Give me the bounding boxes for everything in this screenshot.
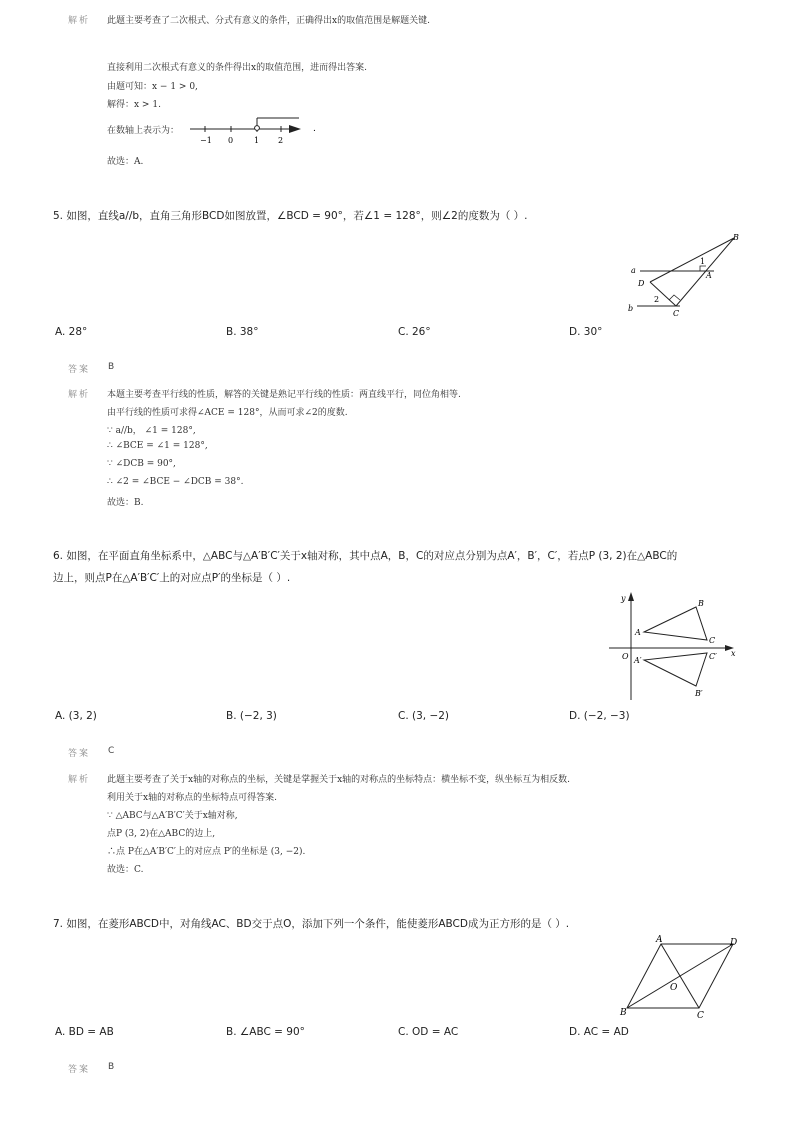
- open-circle-marker: [255, 126, 260, 131]
- figure-label: A: [706, 271, 712, 280]
- tick-label: −1: [200, 136, 212, 145]
- analysis-label: 解析: [68, 775, 91, 785]
- figure-label: a: [631, 266, 636, 275]
- option-d[interactable]: D. AC = AD: [569, 1026, 629, 1038]
- tick-label: 1: [254, 136, 260, 145]
- answer-value: C: [108, 746, 115, 756]
- solution-line: 故选：B.: [107, 498, 144, 508]
- figure-label: x: [731, 649, 736, 658]
- answer-value: B: [108, 362, 115, 372]
- question-5-stem: 5. 如图，直线a//b，直角三角形BCD如图放置，∠BCD = 90°，若∠1 = 128°，则∠2的度数为（ ）.: [53, 210, 528, 222]
- figure-label: C′: [709, 652, 717, 661]
- segment-db: [650, 238, 734, 282]
- q5-figure: [622, 228, 747, 318]
- question-7-stem: 7. 如图，在菱形ABCD中，对角线AC、BD交于点O，添加下列一个条件，能使菱形ABCD成为正方形的是（ ）.: [53, 918, 570, 930]
- figure-label: C: [673, 309, 680, 318]
- figure-label: C: [697, 1011, 704, 1021]
- solution-line: 此题主要考查了二次根式、分式有意义的条件，正确得出x的取值范围是解题关键.: [107, 16, 430, 26]
- q7-figure: [612, 932, 747, 1022]
- triangle-a2b2c2: [644, 653, 707, 686]
- right-angle-marker: [669, 295, 680, 300]
- option-b[interactable]: B. 38°: [226, 326, 259, 338]
- option-c[interactable]: C. OD = AC: [398, 1026, 459, 1038]
- triangle-abc: [644, 607, 707, 640]
- option-c[interactable]: C. (3, −2): [398, 710, 450, 722]
- figure-label: A′: [634, 656, 642, 665]
- option-a[interactable]: A. BD = AB: [55, 1026, 114, 1038]
- solution-line: 在数轴上表示为：: [107, 126, 180, 136]
- question-6-stem: 6. 如图，在平面直角坐标系中，△ABC与△A′B′C′关于x轴对称，其中点A，B，C的对应点分别为点A′，B′，C′，若点P (3, 2)在△ABC的: [53, 550, 678, 562]
- solution-line: 点P (3, 2)在△ABC的边上,: [107, 829, 216, 839]
- tick-label: 0: [228, 136, 234, 145]
- figure-label: A: [635, 628, 641, 637]
- figure-label: B: [620, 1008, 627, 1018]
- end-punctuation: .: [313, 124, 316, 134]
- answer-label: 答案: [68, 365, 91, 375]
- solution-line: ∴点 P在△A′B′C′上的对应点 P′的坐标是 (3, −2).: [107, 847, 306, 857]
- solution-line: 故选：A.: [107, 157, 144, 167]
- segment-cb: [676, 238, 734, 306]
- y-arrow-icon: [628, 592, 634, 601]
- figure-label: b: [628, 304, 634, 313]
- answer-label: 答案: [68, 749, 91, 759]
- figure-label: A: [656, 935, 663, 945]
- solution-line: ∵ a//b， ∠1 = 128°,: [107, 426, 196, 436]
- figure-label: O: [622, 652, 629, 661]
- answer-label: 答案: [68, 1065, 91, 1075]
- solution-line: ∵ ∠DCB = 90°,: [107, 459, 176, 469]
- option-a[interactable]: A. (3, 2): [55, 710, 97, 722]
- solution-line: ∴ ∠2 = ∠BCE − ∠DCB = 38°.: [107, 477, 244, 487]
- question-6-stem: 边上，则点P在△A′B′C′上的对应点P′的坐标是（ ）.: [53, 572, 291, 584]
- q6-figure: [607, 590, 742, 702]
- answer-value: B: [108, 1062, 115, 1072]
- analysis-label: 解析: [68, 390, 91, 400]
- solution-line: 解得：x > 1.: [107, 100, 161, 110]
- option-b[interactable]: B. (−2, 3): [226, 710, 277, 722]
- option-b[interactable]: B. ∠ABC = 90°: [226, 1026, 305, 1038]
- option-d[interactable]: D. (−2, −3): [569, 710, 630, 722]
- solution-line: 本题主要考查平行线的性质，解答的关键是熟记平行线的性质：两直线平行，同位角相等.: [107, 390, 461, 400]
- solution-line: ∵ △ABC与△A′B′C′关于x轴对称,: [107, 811, 238, 821]
- figure-label: B′: [695, 689, 703, 698]
- solution-line: 直接利用二次根式有意义的条件得出x的取值范围，进而得出答案.: [107, 63, 367, 73]
- solution-line: 由平行线的性质可求得∠ACE = 128°，从而可求∠2的度数.: [107, 408, 348, 418]
- solution-line: ∴ ∠BCE = ∠1 = 128°,: [107, 441, 208, 451]
- figure-label: O: [670, 983, 678, 993]
- arrow-head-icon: [289, 125, 301, 133]
- option-c[interactable]: C. 26°: [398, 326, 431, 338]
- figure-label: 1: [700, 257, 706, 266]
- solution-line: 此题主要考查了关于x轴的对称点的坐标，关键是掌握关于x轴的对称点的坐标特点：横坐标不变，纵坐标互为相反数.: [107, 775, 571, 785]
- solution-line: 利用关于x轴的对称点的坐标特点可得答案.: [107, 793, 277, 803]
- solution-line: 由题可知：x − 1 > 0,: [107, 82, 198, 92]
- figure-label: 2: [654, 295, 660, 304]
- figure-label: B: [698, 599, 704, 608]
- number-line-figure: [185, 114, 325, 146]
- figure-label: C: [709, 636, 716, 645]
- figure-label: y: [621, 594, 626, 603]
- option-a[interactable]: A. 28°: [55, 326, 88, 338]
- analysis-label: 解析: [68, 16, 91, 26]
- tick-label: 2: [278, 136, 284, 145]
- solution-line: 故选：C.: [107, 865, 144, 875]
- figure-label: D: [730, 938, 738, 948]
- figure-label: D: [638, 279, 645, 288]
- diagonal-bd: [627, 944, 733, 1008]
- option-d[interactable]: D. 30°: [569, 326, 603, 338]
- figure-label: B: [733, 233, 739, 242]
